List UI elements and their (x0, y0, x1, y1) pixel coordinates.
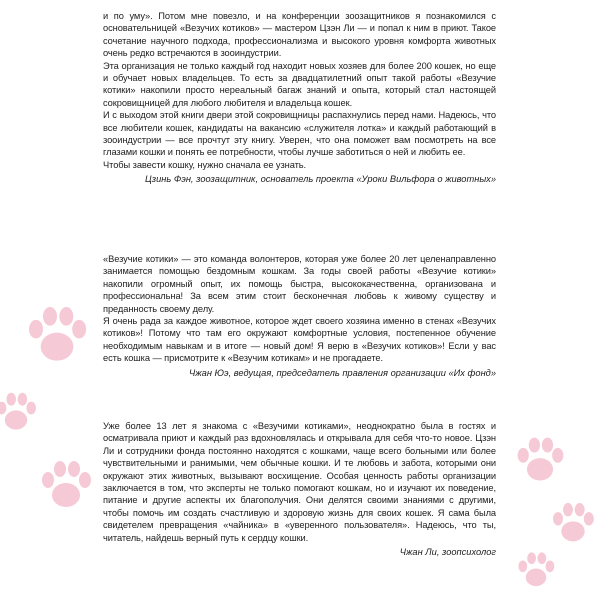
testimonial-jin-feng (103, 10, 496, 186)
paw-print-icon (514, 548, 558, 592)
paragraph: Уже более 13 лет я знакома с «Везучими котиками», неоднократно была в гостях и осматривала приют и каждый раз вдохновлялась и открывала для себя что-то новое. Цзэн Ли и сотрудники фонда постоянно находятся с кошками, чаще всего больными или более чувствительными и ранимыми, чем обычные кошки. И те любовь и забота, которыми они окружают этих животных, вызывают восхищение. Особая ценность работы организации заключается в том, что эксперты не только помогают кошкам, но и изучают их поведение, питание и другие аспекты их благополучия. Они делятся своими знаниями с другими, чтобы помочь им создать счастливую и здоровую жизнь для своих кошек. Я сама была свидетелем превращения «чайника» в «уверенного пользователя». Надеюсь, что ты, читатель, найдешь верный путь к сердцу кошки. (103, 421, 496, 543)
paragraph: «Везучие котики» — это команда волонтеров, которая уже более 20 лет целенаправленно занимается помощью бездомным кошкам. За годы своей работы «Везучие котики» накопили огромный опыт, их помощь быстра, высококачественна, организована и профессиональна! За всем этим стоит бесконечная любовь к живому существу и преданность своему делу. (103, 254, 496, 314)
testimonial-zhang-yue (103, 253, 496, 379)
testimonial-zhang-li (103, 420, 496, 558)
paragraph: И с выходом этой книги двери этой сокровищницы распахнулись перед нами. Надеюсь, что все любители кошек, кандидаты на вакансию «служителя лотка» и каждый работающий в зооиндустрии — все прочтут эту книгу. Уверен, что она поможет вам посмотреть на все глазами кошки и понять ее потребности, чтобы лучше заботиться о ней и любить ее. (103, 110, 496, 158)
paragraph: и по уму». Потом мне повезло, и на конференции зоозащитников я познакомился с основательницей «Везучих котиков» — мастером Цзэн Ли — и попал к ним в приют. Такое сочетание научного подхода, профессионализма и высокого уровня комфорта животных очень редко встречаются в зооиндустрии. (103, 11, 496, 59)
paragraph: Я очень рада за каждое животное, которое ждет своего хозяина именно в стенах «Везучих котиков»! Потому что там его окружают комфортные условия, постепенное обучение необходимым навыкам и в итоге — новый дом! Я верю в «Везучих котиков»! Если у вас есть кошка — присмотрите к «Везучим котикам» и не прогадаете. (103, 316, 496, 364)
paw-print-icon (36, 455, 96, 515)
attribution: Чжан Юэ, ведущая, председатель правления организации «Их фонд» (189, 367, 496, 378)
attribution: Цзинь Фэн, зоозащитник, основатель проекта «Уроки Вильфора о животных» (145, 174, 496, 185)
paw-print-icon (0, 388, 40, 436)
paw-print-icon (512, 432, 568, 488)
paragraph: Чтобы завести кошку, нужно сначала ее узнать. (103, 159, 307, 170)
paw-print-icon (22, 300, 92, 370)
paw-print-icon (548, 498, 598, 548)
attribution: Чжан Ли, зоопсихолог (399, 547, 496, 558)
paragraph: Эта организация не только каждый год находит новых хозяев для более 200 кошек, но еще и обучает новых владельцев. То есть за двадцатилетний опыт такой работы «Везучие котики» накопили просто нереальный багаж знаний и опыта, который стал настоящей сокровищницей для любого любителя и владельца кошек. (103, 60, 496, 108)
